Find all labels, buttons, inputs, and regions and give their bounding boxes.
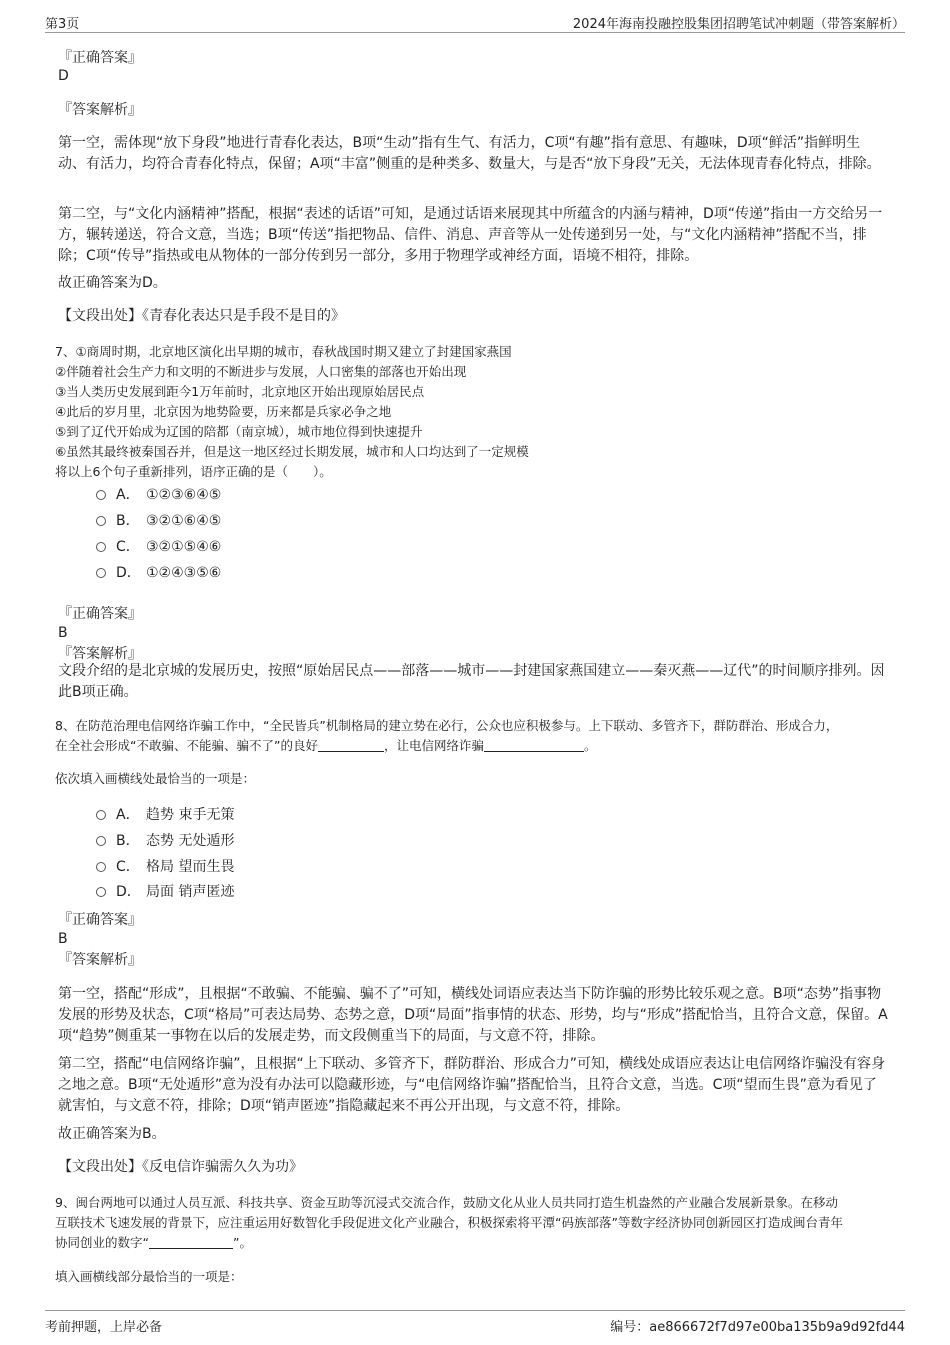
q7-analysis-label: 『答案解析』: [58, 646, 142, 662]
document-code: 编号：ae866672f7d97e00ba135b9a9d92fd44: [610, 1320, 905, 1335]
q8-stem: 8、在防范治理电信网络诈骗工作中，“全民皆兵”机制格局的建立势在必行，公众也应积极参与。上下联动、多管齐下，群防群治、形成合力， 在全社会形成“不敢骗、不能骗、骗不了”的良好 ，让电信网络诈骗 。: [55, 718, 839, 753]
radio-icon[interactable]: [96, 887, 106, 897]
q8-option-a[interactable]: A． 趋势 束手无策: [96, 805, 234, 825]
q6-answer: D: [58, 68, 69, 84]
q7-stem-line: 将以上6个句子重新排列，语序正确的是（ ）。: [55, 464, 332, 479]
q7-analysis: 文段介绍的是北京城的发展历史，按照“原始居民点——部落——城市——封建国家燕国建立——秦灭燕——辽代”的时间顺序排列。因此B项正确。: [58, 663, 885, 700]
q7-answer-label: 『正确答案』: [58, 606, 142, 622]
radio-icon[interactable]: [96, 810, 106, 820]
q8-blank-1: [318, 739, 384, 752]
q8-blank-2: [484, 739, 584, 752]
q9-prompt: 填入画横线部分最恰当的一项是：: [55, 1269, 243, 1284]
radio-icon[interactable]: [96, 490, 106, 500]
q6-analysis-label: 『答案解析』: [58, 102, 142, 118]
page-header: [45, 10, 905, 33]
q7-option-c[interactable]: C． ③②①⑤④⑥: [96, 537, 221, 557]
q8-prompt: 依次填入画横线处最恰当的一项是：: [55, 771, 256, 786]
q6-source: 【文段出处】《青春化表达只是手段不是目的》: [58, 308, 345, 324]
q8-source: 【文段出处】《反电信诈骗需久久为功》: [58, 1159, 303, 1175]
q6-analysis-para1: 第一空，需体现“放下身段”地进行青春化表达，B项“生动”指有生气、有活力，C项“有趣”指有意思、有趣味，D项“鲜活”指鲜明生动、有活力，均符合青春化特点，保留；A项“丰富”侧重的是种类多、数量大，与是否“放下身段”无关，无法体现青春化特点，排除。: [58, 135, 881, 172]
radio-icon[interactable]: [96, 836, 106, 846]
q6-conclusion: 故正确答案为D。: [58, 275, 167, 291]
q7-stem-line: ⑤到了辽代开始成为辽国的陪都（南京城），城市地位得到快速提升: [55, 424, 423, 439]
q8-conclusion: 故正确答案为B。: [58, 1126, 166, 1142]
radio-icon[interactable]: [96, 516, 106, 526]
document-title: 2024年海南投融控股集团招聘笔试冲刺题（带答案解析）: [572, 17, 905, 32]
radio-icon[interactable]: [96, 862, 106, 872]
q8-analysis-para1: 第一空，搭配“形成”，且根据“不敢骗、不能骗、骗不了”可知，横线处词语应表达当下防诈骗的形势比较乐观之意。B项“态势”指事物发展的形势及状态，C项“格局”可表达局势、态势之意，D项“局面”指事情的状态、形势，均与“形成”搭配恰当，且符合文意，保留。A项“趋势”侧重某一事物在以后的发展走势，而文段侧重当下的局面，与文意不符，排除。: [58, 986, 888, 1044]
q6-answer-label: 『正确答案』: [58, 50, 142, 66]
q8-option-d[interactable]: D． 局面 销声匿迹: [96, 882, 234, 902]
q7-option-a[interactable]: A． ①②③⑥④⑤: [96, 485, 221, 505]
page-number: 第3页: [45, 17, 80, 32]
q7-stem-line: ⑥虽然其最终被秦国吞并，但是这一地区经过长期发展，城市和人口均达到了一定规模: [55, 444, 529, 459]
q7-stem-line: 7、①商周时期，北京地区演化出早期的城市，春秋战国时期又建立了封建国家燕国: [55, 344, 512, 359]
q7-option-b[interactable]: B． ③②①⑥④⑤: [96, 511, 221, 531]
q7-stem: [55, 342, 905, 482]
q8-analysis-para2: 第二空，搭配“电信网络诈骗”，且根据“上下联动、多管齐下，群防群治、形成合力”可知，横线处成语应表达让电信网络诈骗没有容身之地之意。B项“无处遁形”意为没有办法可以隐藏形迹，与“电信网络诈骗”搭配恰当，且符合文意，当选。C项“望而生畏”意为看见了就害怕，与文意不符，排除；D项“销声匿迹”指隐藏起来不再公开出现，与文意不符，排除。: [58, 1056, 886, 1114]
q7-stem-line: ④此后的岁月里，北京因为地势险要，历来都是兵家必争之地: [55, 404, 392, 419]
q9-stem: 9、闽台两地可以通过人员互派、科技共享、资金互助等沉浸式交流合作，鼓励文化从业人员共同打造生机盎然的产业融合发展新景象。在移动 互联技术飞速发展的背景下，应注重运用好数智化手段促进文化产业融合，积极探索将平潭“码族部落”等数字经济协同创新园区打造成闽台青年 协同创业的数字“ ”。: [55, 1195, 843, 1250]
radio-icon[interactable]: [96, 568, 106, 578]
q9-blank: [149, 1236, 233, 1249]
q7-stem-line: ②伴随着社会生产力和文明的不断进步与发展，人口密集的部落也开始出现: [55, 364, 467, 379]
q8-option-b[interactable]: B． 态势 无处遁形: [96, 831, 234, 851]
q7-stem-line: ③当人类历史发展到距今1万年前时，北京地区开始出现原始居民点: [55, 384, 425, 399]
q8-option-c[interactable]: C． 格局 望而生畏: [96, 857, 234, 877]
q8-answer: B: [58, 931, 68, 947]
q8-answer-label: 『正确答案』: [58, 912, 142, 928]
q7-answer: B: [58, 625, 68, 641]
radio-icon[interactable]: [96, 542, 106, 552]
q6-analysis-para2: 第二空，与“文化内涵精神”搭配，根据“表述的话语”可知，是通过话语来展现其中所蕴含的内涵与精神，D项“传递”指由一方交给另一方，辗转递送，符合文意，当选；B项“传送”指把物品、信件、消息、声音等从一处传递到另一处，与“文化内涵精神”搭配不当，排除；C项“传导”指热或电从物体的一部分传到另一部分，多用于物理学或神经方面，语境不相符，排除。: [58, 206, 883, 264]
q8-analysis-label: 『答案解析』: [58, 952, 142, 968]
q7-option-d[interactable]: D． ①②④③⑤⑥: [96, 563, 221, 583]
page-footer: [45, 1310, 905, 1337]
footer-slogan: 考前押题，上岸必备: [45, 1320, 163, 1335]
